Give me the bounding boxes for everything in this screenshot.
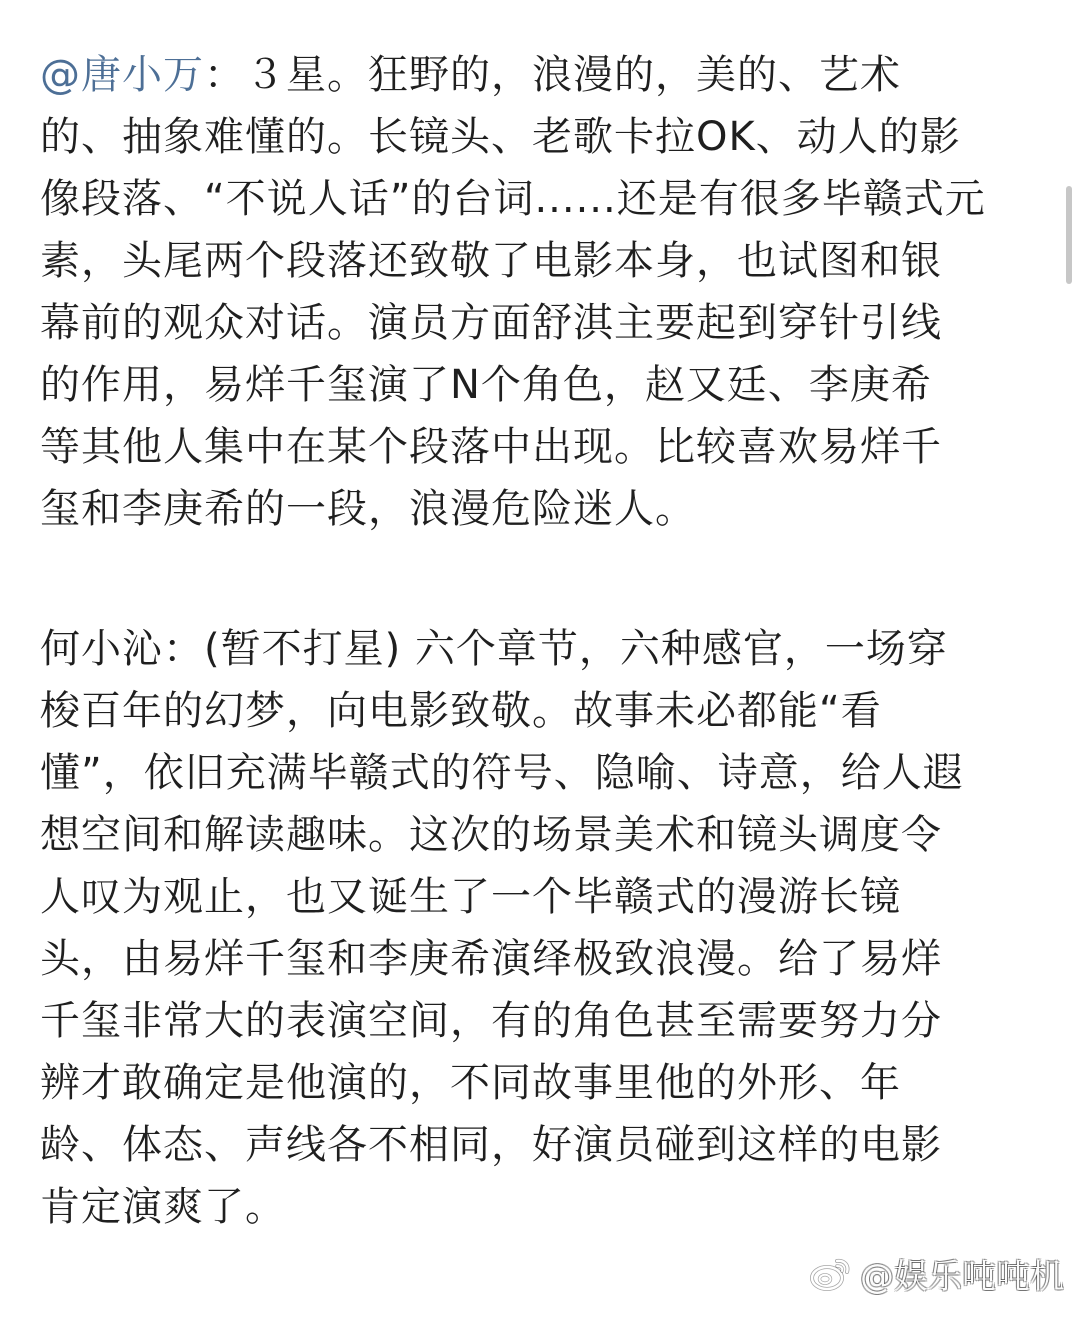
post-line: 龄、体态、声线各不相同，好演员碰到这样的电影 <box>40 1122 942 1168</box>
post-line: 的、抽象难懂的。长镜头、老歌卡拉OK、动人的影 <box>40 114 961 160</box>
post-line: 何小沁：(暂不打星) 六个章节，六种感官，一场穿 <box>40 626 948 672</box>
post-line: 等其他人集中在某个段落中出现。比较喜欢易烊千 <box>40 424 942 470</box>
watermark <box>810 1249 1064 1298</box>
post-line: 想空间和解读趣味。这次的场景美术和镜头调度令 <box>40 812 942 858</box>
vertical-scrollbar[interactable] <box>1066 186 1072 284</box>
user-mention[interactable]: @唐小万 <box>40 52 204 98</box>
post-line: 千玺非常大的表演空间，有的角色甚至需要努力分 <box>40 998 942 1044</box>
watermark-text: @娱乐吨吨机 <box>860 1257 1064 1297</box>
post-line: 像段落、“不说人话”的台词......还是有很多毕赣式元 <box>40 176 986 222</box>
post-line: 肯定演爽了。 <box>40 1184 286 1230</box>
post-line: 素，头尾两个段落还致敬了电影本身，也试图和银 <box>40 238 942 284</box>
post-line: 幕前的观众对话。演员方面舒淇主要起到穿针引线 <box>40 300 942 346</box>
paragraph-gap <box>40 540 1040 618</box>
post-content <box>40 44 1040 1238</box>
weibo-icon <box>810 1256 852 1292</box>
post-line: 玺和李庚希的一段，浪漫危险迷人。 <box>40 486 696 532</box>
post-line: 的作用，易烊千玺演了N个角色，赵又廷、李庚希 <box>40 362 932 408</box>
post-line: 辨才敢确定是他演的，不同故事里他的外形、年 <box>40 1060 901 1106</box>
post-line-text: ：３星。狂野的，浪漫的，美的、艺术 <box>204 52 901 98</box>
post-line: 头，由易烊千玺和李庚希演绎极致浪漫。给了易烊 <box>40 936 942 982</box>
post-line <box>40 44 1040 106</box>
post-line: 梭百年的幻梦，向电影致敬。故事未必都能“看 <box>40 688 882 734</box>
post-line: 人叹为观止，也又诞生了一个毕赣式的漫游长镜 <box>40 874 901 920</box>
post-line: 懂”，依旧充满毕赣式的符号、隐喻、诗意，给人遐 <box>40 750 964 796</box>
